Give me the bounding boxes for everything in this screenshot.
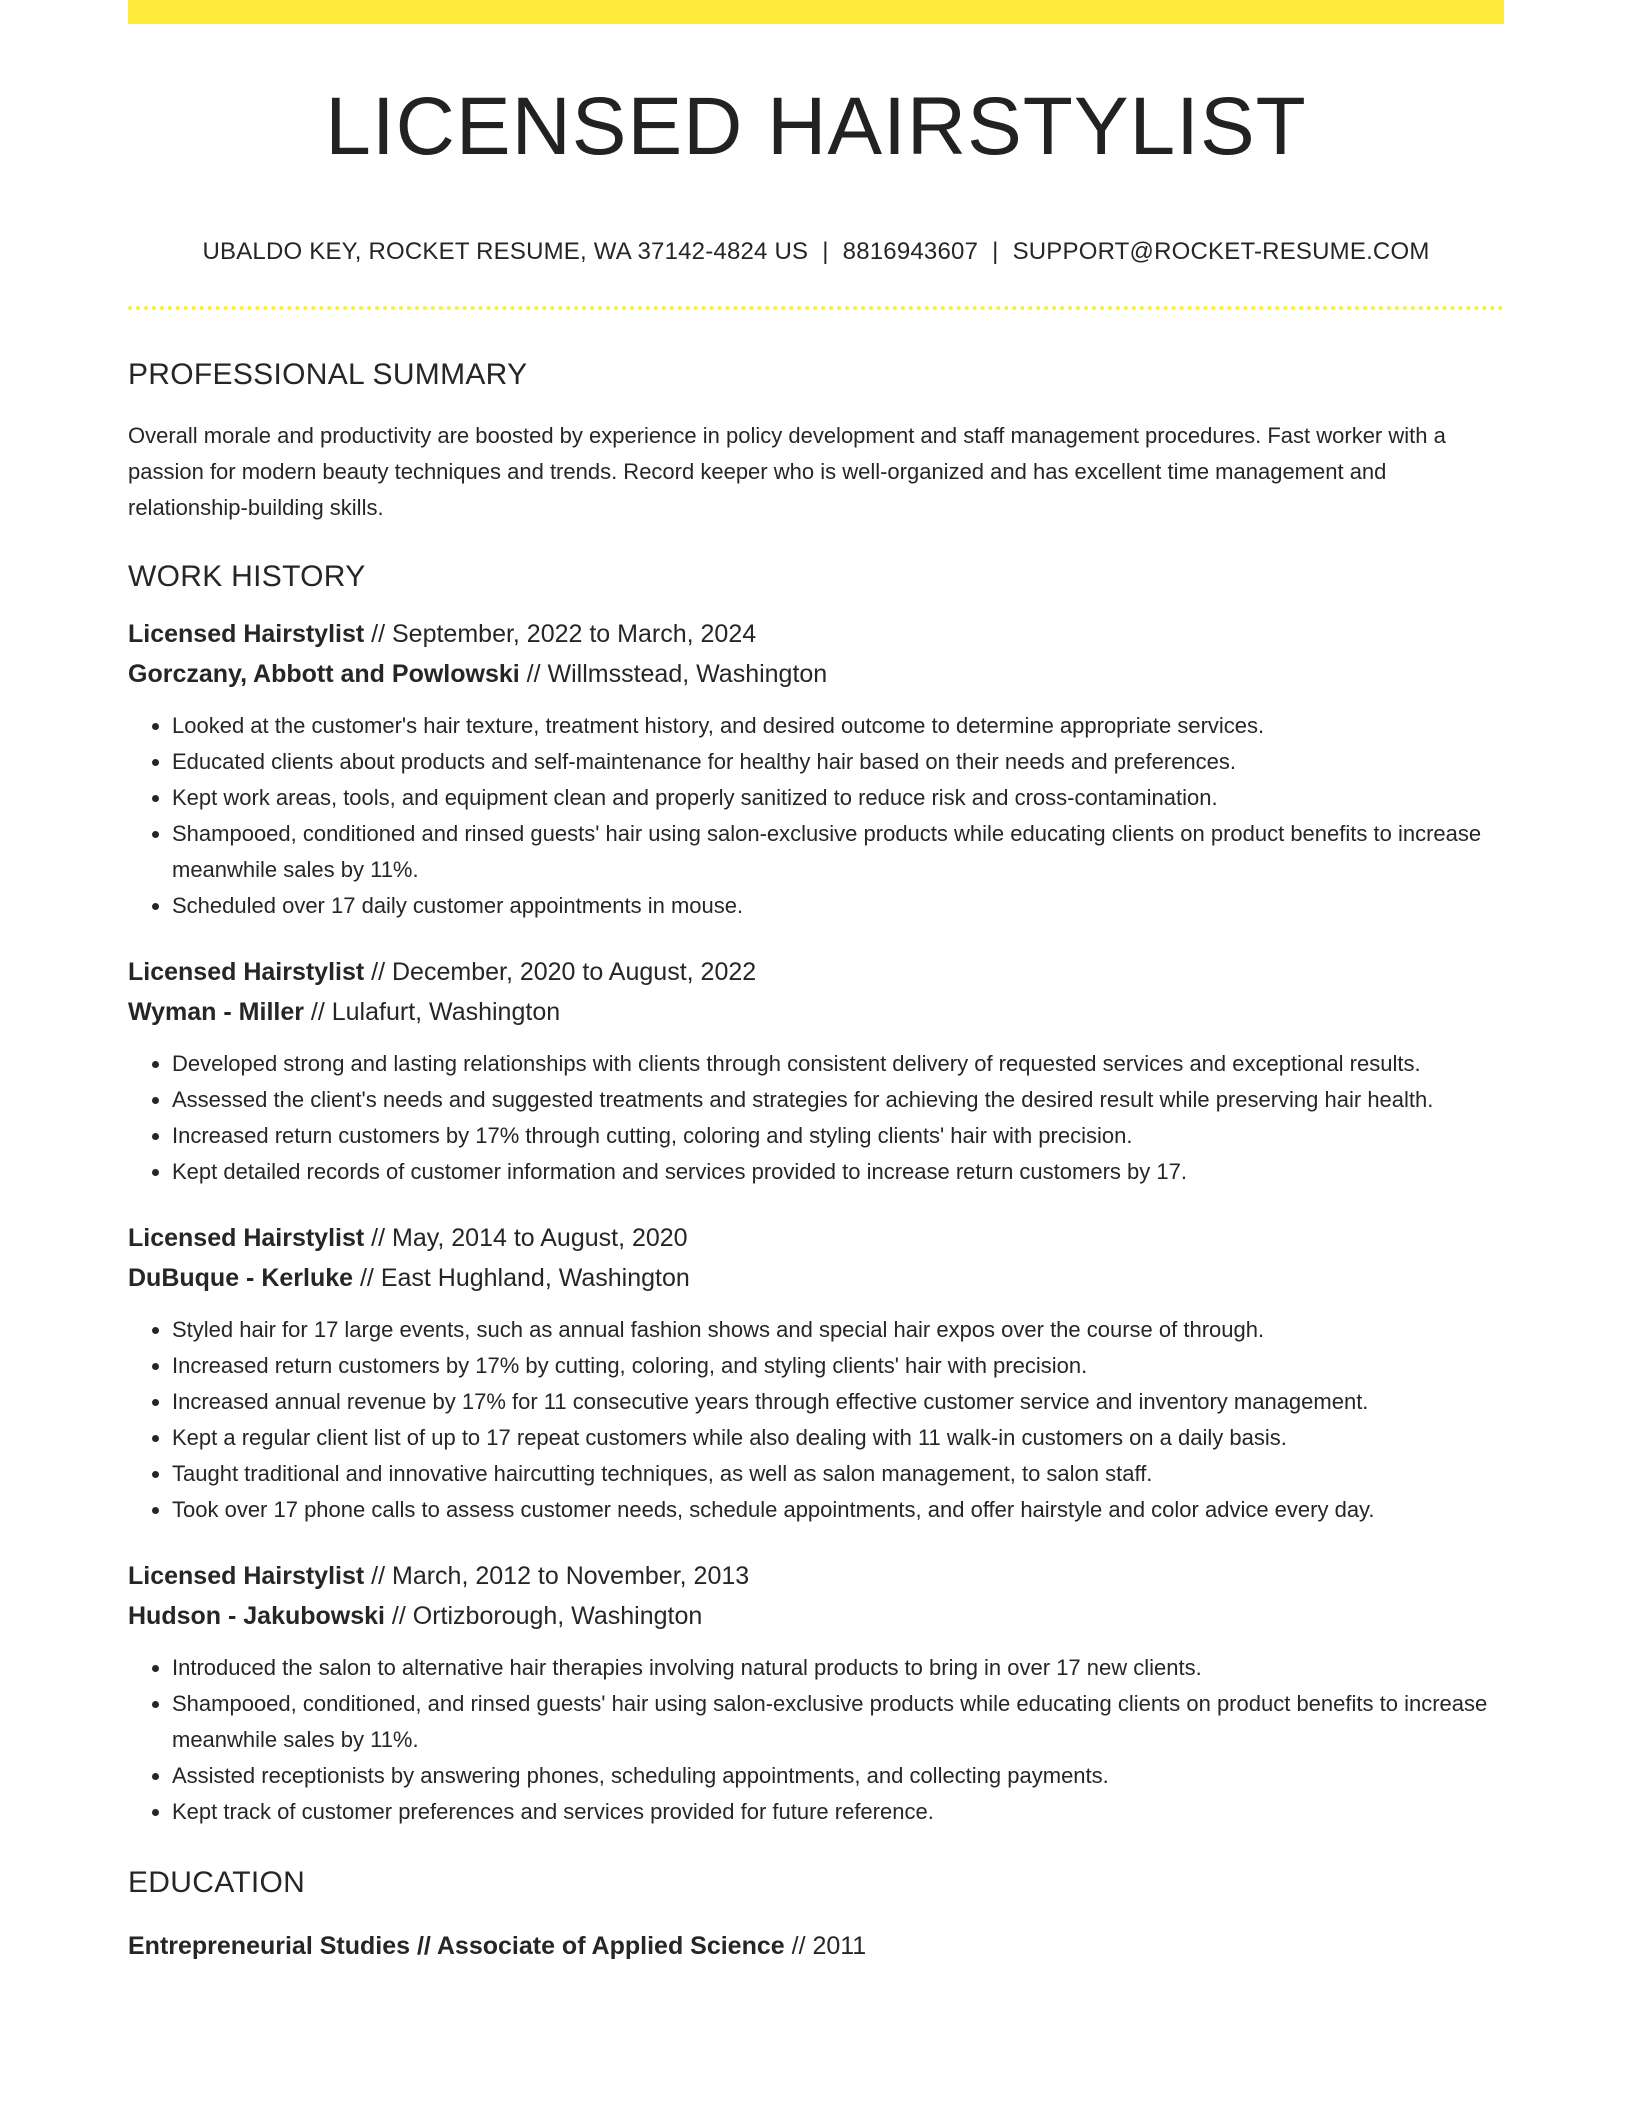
job-bullet: • Increased return customers by 17% by cutting, coloring, and styling clients' hair with precision. xyxy=(172,1348,1504,1384)
job-company-line xyxy=(128,1258,1504,1298)
job-bullet: • Assessed the client's needs and suggested treatments and strategies for achieving the desired result while preserving hair health. xyxy=(172,1082,1504,1118)
work-history-heading: WORK HISTORY xyxy=(128,560,366,593)
job-bullet: • Shampooed, conditioned, and rinsed guests' hair using salon-exclusive products while educating clients on product benefits to increase meanwhile sales by 11%. xyxy=(172,1686,1504,1758)
job-dates: // September, 2022 to March, 2024 xyxy=(364,620,757,648)
job-title: Licensed Hairstylist xyxy=(128,620,365,648)
resume-page xyxy=(128,0,1504,1966)
job-bullet: • Kept track of customer preferences and services provided for future reference. xyxy=(172,1794,1504,1830)
job-title: Licensed Hairstylist xyxy=(128,958,365,986)
resume-title: LICENSED HAIRSTYLIST xyxy=(325,81,1307,172)
job-bullet: • Shampooed, conditioned and rinsed guests' hair using salon-exclusive products while educating clients on product benefits to increase meanwhile sales by 11%. xyxy=(172,816,1504,888)
job-bullet: • Kept work areas, tools, and equipment clean and properly sanitized to reduce risk and cross-contamination. xyxy=(172,780,1504,816)
job-bullet: • Kept detailed records of customer information and services provided to increase return customers by 17. xyxy=(172,1154,1504,1190)
job-bullet: • Introduced the salon to alternative hair therapies involving natural products to bring in over 17 new clients. xyxy=(172,1650,1504,1686)
job-entry xyxy=(128,614,1504,924)
job-location: // East Hughland, Washington xyxy=(353,1264,690,1292)
dotted-divider xyxy=(128,306,1504,310)
job-bullet: • Increased annual revenue by 17% for 11 consecutive years through effective customer service and inventory management. xyxy=(172,1384,1504,1420)
job-bullet-list xyxy=(128,1312,1504,1528)
contact-line xyxy=(128,238,1504,266)
job-dates: // May, 2014 to August, 2020 xyxy=(364,1224,688,1252)
accent-top-bar xyxy=(128,0,1504,24)
job-company-line xyxy=(128,992,1504,1032)
education-heading: EDUCATION xyxy=(128,1866,306,1899)
summary-text: Overall morale and productivity are boosted by experience in policy development and staff management procedures. Fast worker with a passion for modern beauty techniques and trends. Record keeper who is well-organized and has excellent time management and relationship-building skills. xyxy=(128,423,1446,520)
summary-heading: PROFESSIONAL SUMMARY xyxy=(128,358,528,391)
job-title-line xyxy=(128,1556,1504,1596)
job-location: // Willmsstead, Washington xyxy=(519,660,828,688)
job-entry xyxy=(128,1556,1504,1830)
job-company-line xyxy=(128,1596,1504,1636)
job-location: // Ortizborough, Washington xyxy=(384,1602,703,1630)
job-bullet-list xyxy=(128,1046,1504,1190)
contact-phone: 8816943607 xyxy=(842,238,979,265)
contact-address: UBALDO KEY, ROCKET RESUME, WA 37142-4824 US xyxy=(202,238,809,265)
job-bullet: • Scheduled over 17 daily customer appointments in mouse. xyxy=(172,888,1504,924)
job-bullet-list xyxy=(128,708,1504,924)
education-year: // 2011 xyxy=(784,1932,867,1960)
job-company-line xyxy=(128,654,1504,694)
education-entry xyxy=(128,1926,1504,1966)
work-history-list xyxy=(128,614,1504,1830)
job-bullet: • Taught traditional and innovative haircutting techniques, as well as salon management, to salon staff. xyxy=(172,1456,1504,1492)
job-bullet: • Took over 17 phone calls to assess customer needs, schedule appointments, and offer hairstyle and color advice every day. xyxy=(172,1492,1504,1528)
job-bullet: • Looked at the customer's hair texture, treatment history, and desired outcome to determine appropriate services. xyxy=(172,708,1504,744)
job-bullet: • Educated clients about products and self-maintenance for healthy hair based on their needs and preferences. xyxy=(172,744,1504,780)
job-dates: // March, 2012 to November, 2013 xyxy=(364,1562,750,1590)
job-title-line xyxy=(128,1218,1504,1258)
job-bullet: • Assisted receptionists by answering phones, scheduling appointments, and collecting payments. xyxy=(172,1758,1504,1794)
job-title: Licensed Hairstylist xyxy=(128,1224,365,1252)
job-title: Licensed Hairstylist xyxy=(128,1562,365,1590)
job-bullet: • Kept a regular client list of up to 17 repeat customers while also dealing with 11 walk-in customers on a daily basis. xyxy=(172,1420,1504,1456)
job-bullet: • Developed strong and lasting relationships with clients through consistent delivery of requested services and exceptional results. xyxy=(172,1046,1504,1082)
job-bullet: • Increased return customers by 17% through cutting, coloring and styling clients' hair with precision. xyxy=(172,1118,1504,1154)
job-location: // Lulafurt, Washington xyxy=(303,998,561,1026)
education-degree: Entrepreneurial Studies // Associate of Applied Science xyxy=(128,1932,785,1960)
job-bullet: • Styled hair for 17 large events, such as annual fashion shows and special hair expos over the course of through. xyxy=(172,1312,1504,1348)
job-company: Hudson - Jakubowski xyxy=(128,1602,385,1630)
job-dates: // December, 2020 to August, 2022 xyxy=(364,958,757,986)
job-company: Gorczany, Abbott and Powlowski xyxy=(128,660,520,688)
job-company: Wyman - Miller xyxy=(128,998,304,1026)
job-bullet-list xyxy=(128,1650,1504,1830)
contact-separator: | xyxy=(992,238,999,265)
job-title-line xyxy=(128,614,1504,654)
contact-email: SUPPORT@ROCKET-RESUME.COM xyxy=(1012,238,1430,265)
job-company: DuBuque - Kerluke xyxy=(128,1264,354,1292)
contact-separator: | xyxy=(822,238,829,265)
job-entry xyxy=(128,1218,1504,1528)
job-entry xyxy=(128,952,1504,1190)
job-title-line xyxy=(128,952,1504,992)
